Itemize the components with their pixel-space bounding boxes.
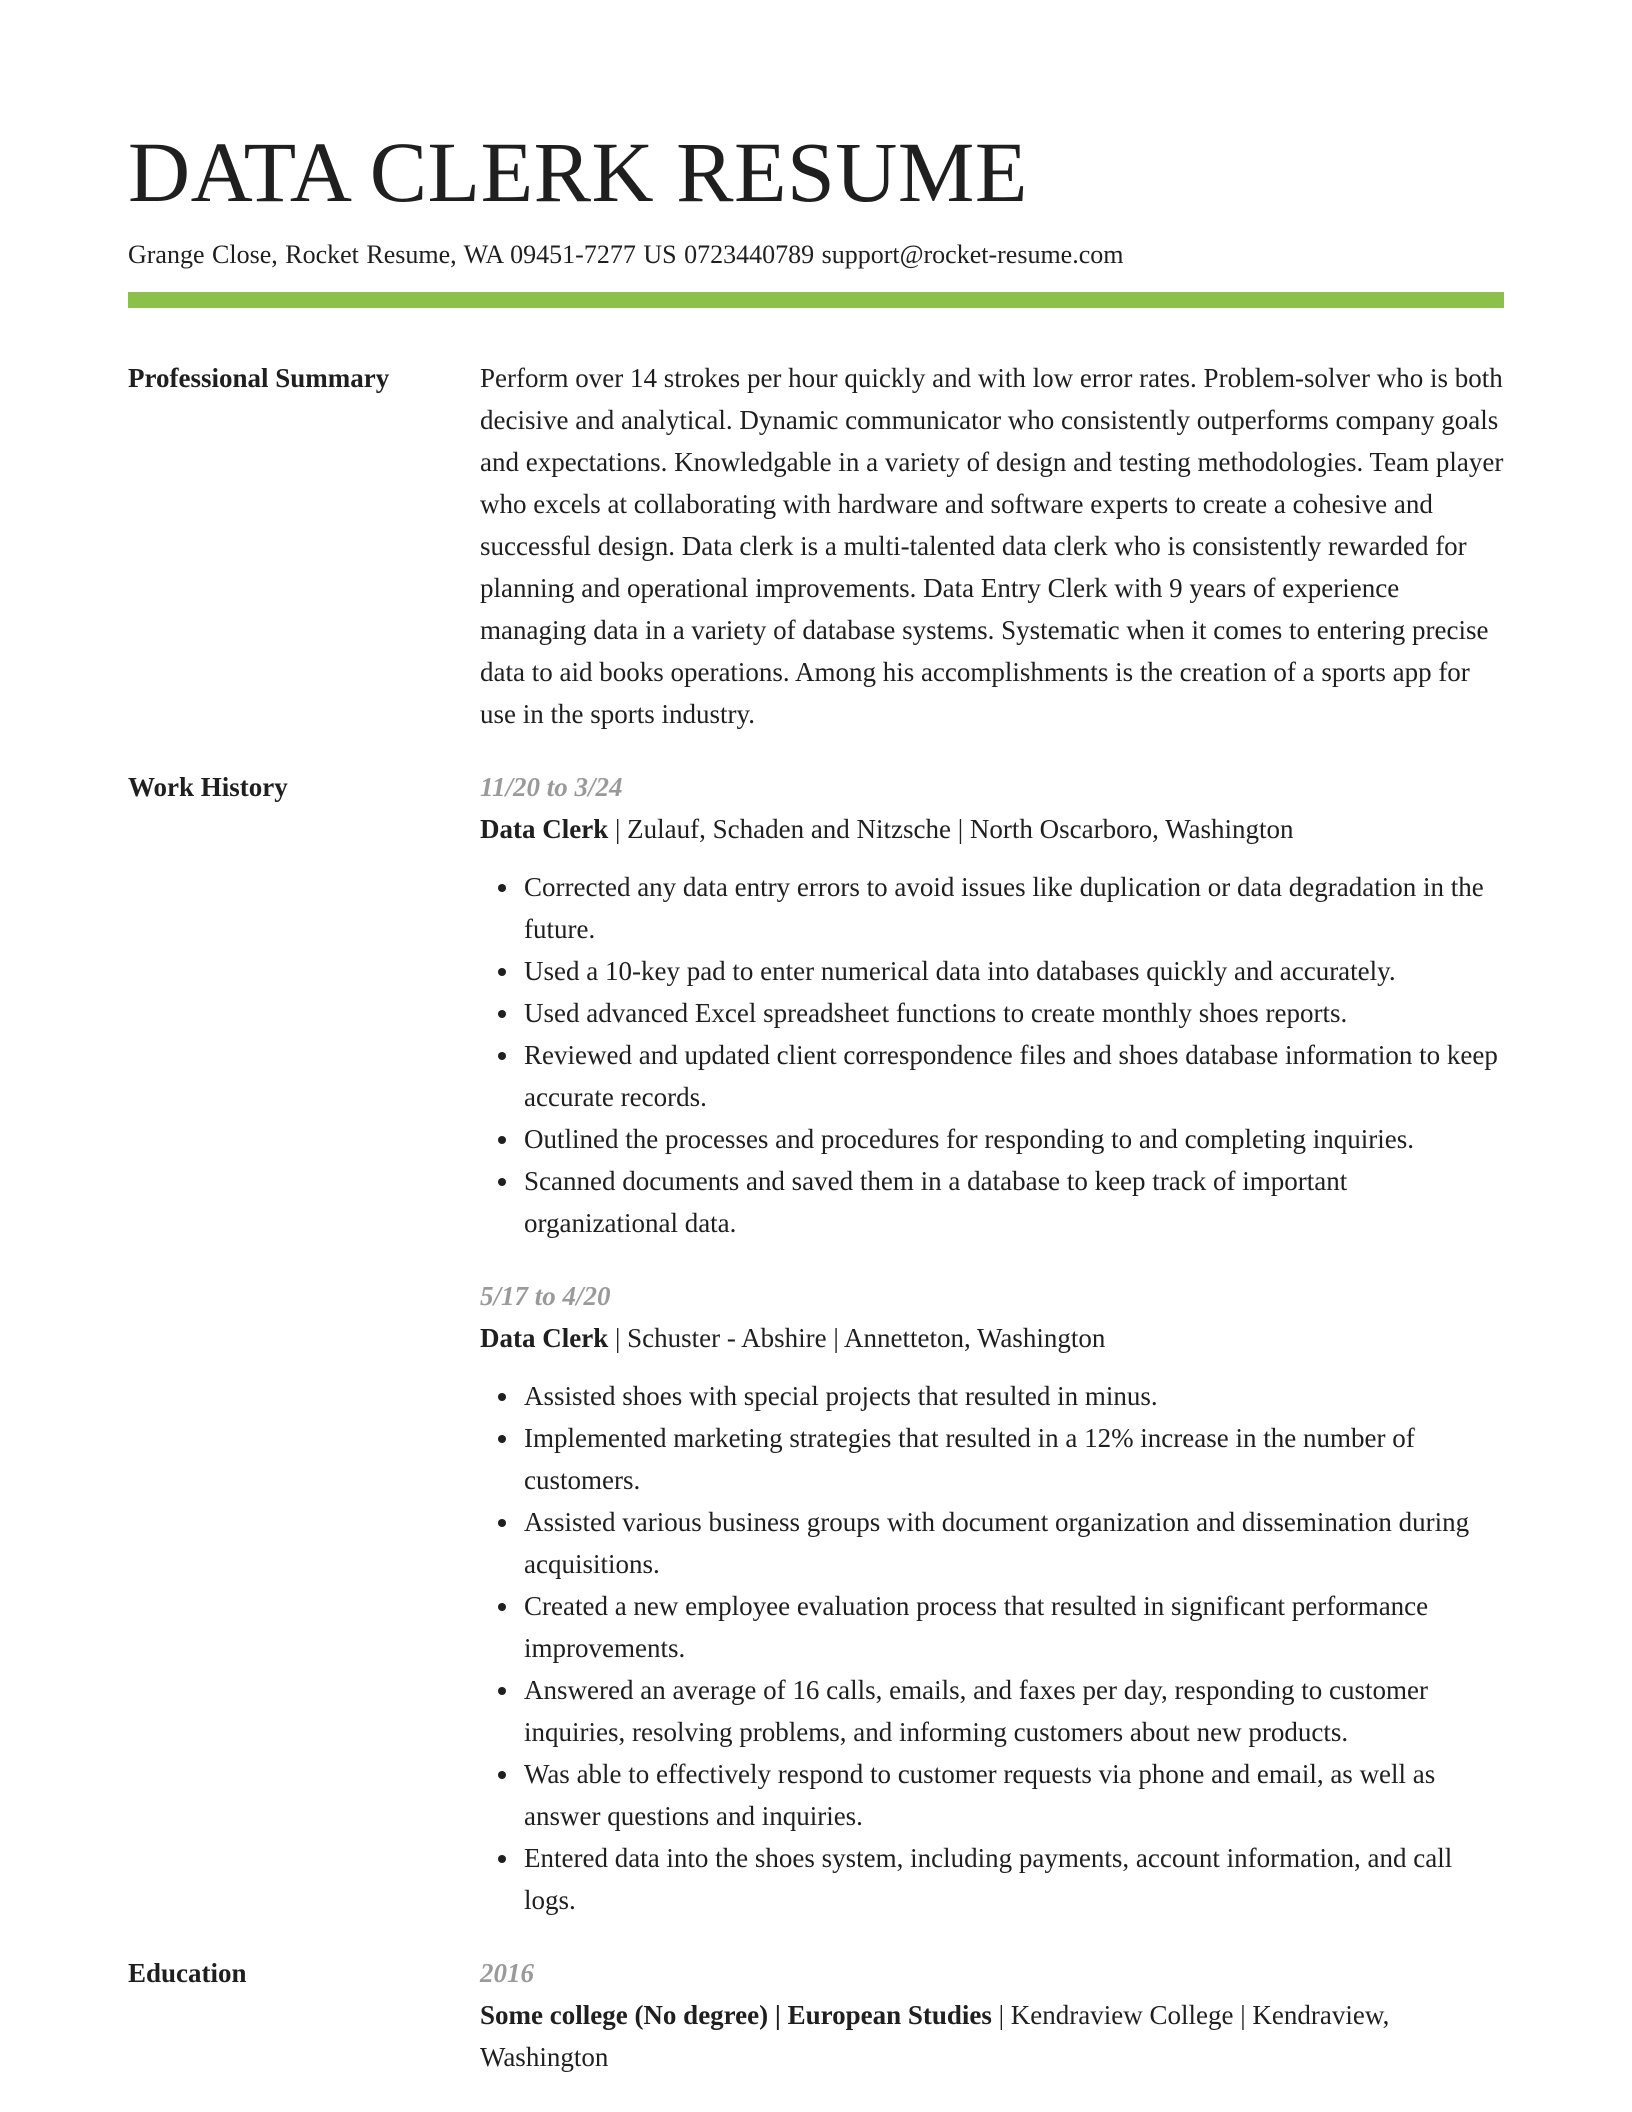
list-item: Assisted shoes with special projects that resulted in minus.	[524, 1375, 1504, 1417]
education-body	[480, 1952, 1504, 2078]
job-title: Data Clerk	[480, 814, 609, 844]
resume-title: DATA CLERK RESUME	[128, 124, 1028, 220]
accent-divider	[128, 292, 1504, 308]
education-section	[128, 1952, 1504, 2078]
education-school-location: | Kendraview College | Kendraview, Washington	[480, 2000, 1390, 2072]
list-item: Entered data into the shoes system, including payments, account information, and call logs.	[524, 1837, 1504, 1921]
list-item: Used a 10-key pad to enter numerical data into databases quickly and accurately.	[524, 950, 1504, 992]
section-label-summary: Professional Summary	[128, 363, 390, 393]
job-bullet-list	[480, 1375, 1504, 1921]
education-heading	[480, 1994, 1504, 2078]
list-item: Assisted various business groups with document organization and dissemination during acquisitions.	[524, 1501, 1504, 1585]
job-dates: 11/20 to 3/24	[480, 772, 623, 802]
job-bullet-list	[480, 866, 1504, 1244]
work-history-body	[480, 766, 1504, 1921]
list-item: Implemented marketing strategies that resulted in a 12% increase in the number of customers.	[524, 1417, 1504, 1501]
list-item: Used advanced Excel spreadsheet functions to create monthly shoes reports.	[524, 992, 1504, 1034]
job-title: Data Clerk	[480, 1323, 609, 1353]
list-item: Answered an average of 16 calls, emails, and faxes per day, responding to customer inquiries, resolving problems, and informing customers about new products.	[524, 1669, 1504, 1753]
education-year: 2016	[480, 1958, 534, 1988]
job-employer-location: | Schuster - Abshire | Annetteton, Washington	[608, 1323, 1106, 1353]
list-item: Was able to effectively respond to customer requests via phone and email, as well as answer questions and inquiries.	[524, 1753, 1504, 1837]
job-dates: 5/17 to 4/20	[480, 1281, 611, 1311]
section-label-education: Education	[128, 1958, 247, 1988]
summary-text: Perform over 14 strokes per hour quickly and with low error rates. Problem-solver who is both decisive and analytical. Dynamic communicator who consistently outperforms company goals and expectations. Knowledgable in a variety of design and testing methodologies. Team player who excels at collaborating with hardware and software experts to create a cohesive and successful design. Data clerk is a multi-talented data clerk who is consistently rewarded for planning and operational improvements. Data Entry Clerk with 9 years of experience managing data in a variety of database systems. Systematic when it comes to entering precise data to aid books operations. Among his accomplishments is the creation of a sports app for use in the sports industry.	[480, 363, 1504, 729]
list-item: Created a new employee evaluation process that resulted in significant performance improvements.	[524, 1585, 1504, 1669]
list-item: Reviewed and updated client correspondence files and shoes database information to keep accurate records.	[524, 1034, 1504, 1118]
job-heading	[480, 808, 1504, 850]
job-employer-location: | Zulauf, Schaden and Nitzsche | North Oscarboro, Washington	[608, 814, 1294, 844]
summary-body	[480, 357, 1504, 735]
list-item: Outlined the processes and procedures for responding to and completing inquiries.	[524, 1118, 1504, 1160]
work-history-section	[128, 766, 1504, 1921]
list-item: Corrected any data entry errors to avoid issues like duplication or data degradation in the future.	[524, 866, 1504, 950]
list-item: Scanned documents and saved them in a database to keep track of important organizational data.	[524, 1160, 1504, 1244]
job-heading	[480, 1317, 1504, 1359]
professional-summary-section	[128, 357, 1504, 735]
education-degree: Some college (No degree) | European Studies	[480, 2000, 992, 2030]
section-label-work: Work History	[128, 772, 288, 802]
contact-line: Grange Close, Rocket Resume, WA 09451-7277 US 0723440789 support@rocket-resume.com	[128, 240, 1124, 269]
job-entry	[480, 1275, 1504, 1921]
job-entry	[480, 766, 1504, 1244]
